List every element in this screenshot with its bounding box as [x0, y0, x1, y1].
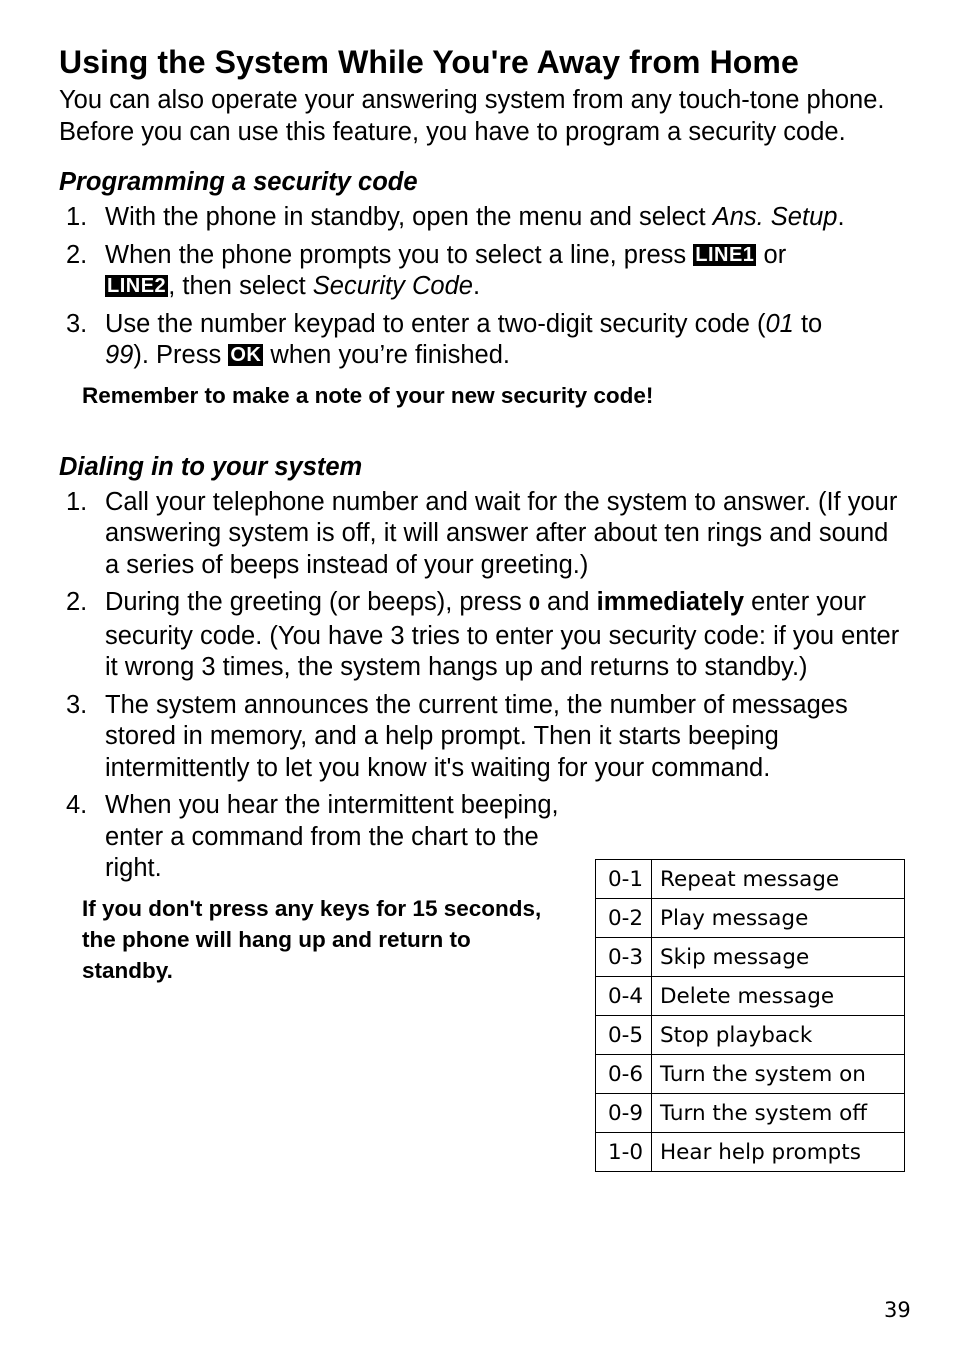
- command-code: 0-1: [596, 860, 652, 899]
- command-action: Play message: [652, 899, 905, 938]
- line2-key-icon: LINE2: [107, 275, 167, 297]
- command-action: Turn the system on: [652, 1055, 905, 1094]
- programming-step-3: 3. Use the number keypad to enter a two-digit security code (01 to 99). Press OK when you’re finished.: [66, 309, 823, 369]
- dialing-steps: [59, 487, 909, 885]
- programming-step-1: 1. With the phone in standby, open the menu and select Ans. Setup.: [66, 203, 845, 231]
- line1-key-icon: LINE1: [695, 243, 755, 266]
- command-code: 0-5: [596, 1016, 652, 1055]
- programming-heading: Programming a security code: [59, 168, 418, 196]
- page-title: Using the System While You're Away from Home: [59, 44, 799, 80]
- command-code: 0-6: [596, 1055, 652, 1094]
- dialing-step-1: 1. Call your telephone number and wait for the system to answer. (If your answering system is off, it will answer after about ten rings and sound a series of beeps instead of your greeting.): [66, 487, 898, 579]
- table-row: [596, 938, 905, 977]
- command-chart: [595, 859, 905, 1172]
- table-row: [596, 977, 905, 1016]
- command-action: Skip message: [652, 938, 905, 977]
- zero-key-icon: 0: [528, 593, 540, 615]
- command-code: 1-0: [596, 1133, 652, 1172]
- dialing-heading: Dialing in to your system: [59, 452, 363, 481]
- ok-key-icon: OK: [230, 344, 262, 366]
- dialing-step-3: 3. The system announces the current time, the number of messages stored in memory, and a help prompt. Then it starts beeping intermittently to let you know it's waiting for your command.: [66, 690, 848, 782]
- command-action: Delete message: [652, 977, 905, 1016]
- command-action: Repeat message: [652, 860, 905, 899]
- programming-step-2: 2. When the phone prompts you to select a line, press LINE1 or LINE2, then select Security Code.: [66, 240, 787, 300]
- table-row: [596, 899, 905, 938]
- table-row: [596, 860, 905, 899]
- page-content: [59, 40, 909, 986]
- command-code: 0-3: [596, 938, 652, 977]
- programming-steps: [59, 202, 909, 372]
- table-row: [596, 1016, 905, 1055]
- command-code: 0-2: [596, 899, 652, 938]
- intro-paragraph: You can also operate your answering system from any touch-tone phone. Before you can use this feature, you have to program a security code.: [59, 86, 885, 146]
- page-number: 39: [884, 1298, 911, 1322]
- table-row: [596, 1094, 905, 1133]
- dialing-step-4: 4. When you hear the intermittent beeping, enter a command from the chart to the right.: [66, 791, 559, 882]
- programming-note: Remember to make a note of your new security code!: [82, 382, 654, 408]
- dialing-step-2: 2. During the greeting (or beeps), press 0 and immediately enter your security code. (You have 3 tries to enter you security code: if you enter it wrong 3 times, the system hangs up and returns to standby.): [66, 588, 900, 681]
- command-code: 0-9: [596, 1094, 652, 1133]
- command-action: Stop playback: [652, 1016, 905, 1055]
- table-row: [596, 1055, 905, 1094]
- command-action: Turn the system off: [652, 1094, 905, 1133]
- command-code: 0-4: [596, 977, 652, 1016]
- dialing-note: If you don't press any keys for 15 seconds, the phone will hang up and return to standby.: [82, 895, 542, 983]
- table-row: [596, 1133, 905, 1172]
- command-action: Hear help prompts: [652, 1133, 905, 1172]
